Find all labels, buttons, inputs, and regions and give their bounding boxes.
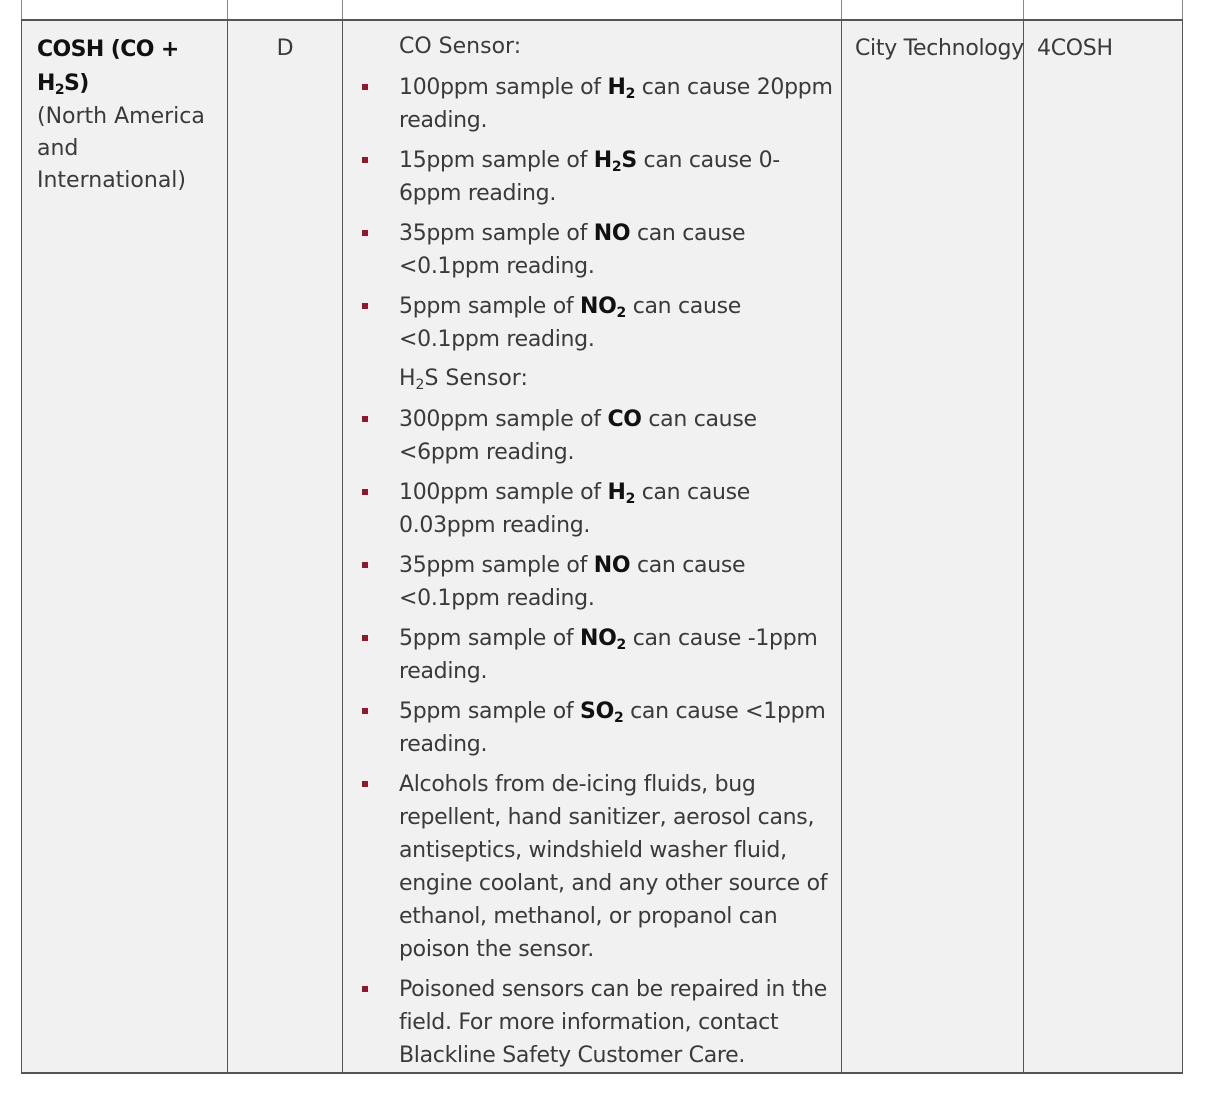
h2s-sensor-list (357, 403, 839, 1072)
h2s-sensor-header: $H_2S$ Sensor: (399, 366, 528, 393)
bullet-icon (362, 303, 368, 309)
bullet-icon (362, 781, 368, 787)
bullet-icon (362, 986, 368, 992)
column-divider (841, 21, 842, 1072)
gas-formula: $H_2$ (607, 75, 636, 102)
column-divider (1182, 21, 1183, 1072)
gas-formula: $SO_2$ (580, 699, 624, 726)
sensor-code: D (276, 36, 294, 61)
list-item: 100ppm sample of $H_2$ can cause 0.03ppm reading. (357, 476, 839, 542)
gas-formula: $NO_2$ (580, 294, 626, 321)
cross-sensitivity-cell (357, 31, 839, 1082)
column-divider (21, 21, 22, 1072)
table-border-stub (227, 0, 228, 20)
gas-formula: $H_2S$ (593, 148, 637, 175)
co-sensor-header: CO Sensor: (399, 34, 522, 59)
list-item: 35ppm sample of NO can cause <0.1ppm reading. (357, 549, 839, 615)
table-border-stub (21, 0, 22, 20)
bullet-icon (362, 562, 368, 568)
part-number: 4COSH (1037, 36, 1113, 61)
table-border-stub (342, 0, 343, 20)
sensor-name-cell (37, 33, 222, 1084)
table-border-stub (1023, 0, 1024, 20)
table-bottom-border (21, 1072, 1183, 1074)
co-sensor-list (357, 71, 839, 356)
table-row (21, 21, 1183, 1072)
bullet-icon (362, 489, 368, 495)
list-item: Alcohols from de-icing fluids, bug repellent, hand sanitizer, aerosol cans, antiseptics, windshield washer fluid, engine coolant, and any other source of ethanol, methanol, or propanol can poison the sensor. (357, 768, 839, 966)
list-item: 5ppm sample of $SO_2$ can cause <1ppm reading. (357, 695, 839, 761)
table-border-stub (841, 0, 842, 20)
gas-formula: $NO_2$ (580, 626, 626, 653)
list-item: 300ppm sample of CO can cause <6ppm reading. (357, 403, 839, 469)
list-item: 15ppm sample of $H_2S$ can cause 0-6ppm reading. (357, 144, 839, 210)
table-border-stub (1182, 0, 1183, 20)
bullet-icon (362, 84, 368, 90)
bullet-icon (362, 708, 368, 714)
sensor-region: (North America and International) (37, 104, 205, 193)
manufacturer: City Technology (855, 36, 1024, 61)
gas-formula: NO (593, 553, 631, 578)
gas-formula: CO (607, 407, 642, 432)
bullet-icon (362, 416, 368, 422)
bullet-icon (362, 635, 368, 641)
list-item: 5ppm sample of $NO_2$ can cause -1ppm reading. (357, 622, 839, 688)
sensor-name: COSH $(CO + H_2S)$ (37, 37, 179, 98)
list-item: 35ppm sample of NO can cause <0.1ppm reading. (357, 217, 839, 283)
list-item: Poisoned sensors can be repaired in the field. For more information, contact Blackline Safety Customer Care. (357, 973, 839, 1072)
gas-formula: $H_2$ (607, 480, 636, 507)
gas-formula: NO (593, 221, 631, 246)
bullet-icon (362, 230, 368, 236)
list-item: 5ppm sample of $NO_2$ can cause <0.1ppm reading. (357, 290, 839, 356)
list-item: 100ppm sample of $H_2$ can cause 20ppm reading. (357, 71, 839, 137)
bullet-icon (362, 157, 368, 163)
